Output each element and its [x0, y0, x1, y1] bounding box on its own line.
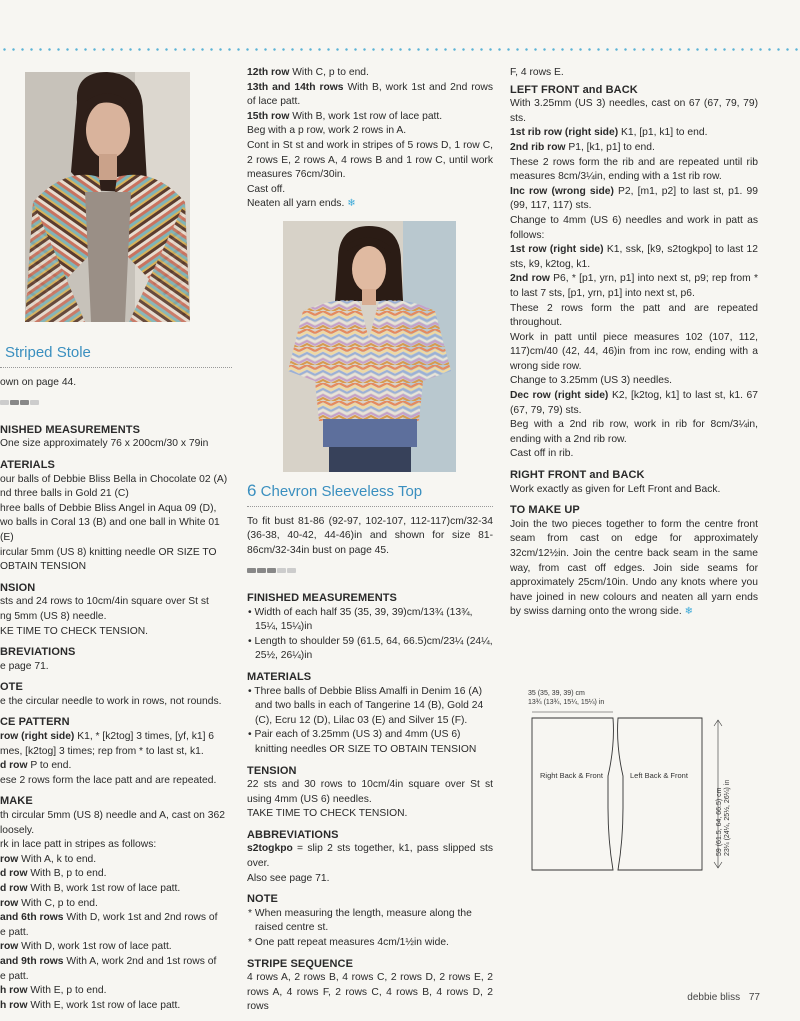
text-run: 13th and 14th rows: [247, 81, 344, 93]
stole-materials-line: OBTAIN TENSION: [0, 561, 87, 573]
chevron-note-heading: NOTE: [247, 893, 278, 906]
text-run: P1, [k1, p1] to end.: [565, 141, 655, 153]
stole-lace-heading: CE PATTERN: [0, 716, 70, 729]
right-front-text: Work exactly as given for Left Front and Back.: [510, 483, 721, 495]
make-up-text: [510, 518, 758, 620]
text-run: 1st row (right side): [510, 244, 604, 256]
text-run: With D, work 1st row of lace patt.: [18, 941, 172, 953]
right-back-front-label: Right Back & Front: [540, 771, 603, 780]
lf-line: [510, 126, 758, 141]
text-run: Three balls of Debbie Bliss Amalfi in Denim 16 (A) and two balls in each of Tangerine 14 (B), Gold 24 (C), Ecru 12 (D), Lilac 03 (E) and Silver 15 (F).: [254, 685, 484, 726]
chevron-note-line: * When measuring the length, measure along the raised centre st.: [248, 907, 472, 934]
text-run: Beg with a p row, work 2 rows in A.: [247, 125, 407, 137]
chevron-tension-text: 22 sts and 30 rows to 10cm/4in square over St st using 4mm (US 6) needles.: [247, 779, 493, 805]
lf-line: [510, 389, 758, 418]
stole-tension-line: KE TIME TO CHECK TENSION.: [0, 625, 149, 637]
lf-line: [510, 156, 758, 185]
stole-materials-line: hree balls of Debbie Bliss Angel in Aqua 09 (D),: [0, 502, 217, 514]
stole-note-text: e the circular needle to work in rows, not rounds.: [0, 695, 222, 707]
mid-line: [247, 124, 493, 139]
stole-tension-line: ng 5mm (US 8) needle.: [0, 610, 107, 622]
lace-line: [0, 730, 232, 745]
chevron-tension-text2: TAKE TIME TO CHECK TENSION.: [247, 808, 408, 820]
text-run: With E, p to end.: [27, 985, 107, 997]
stole-title: Striped Stole: [5, 344, 91, 361]
mid-line: [247, 139, 493, 183]
text-run: and 6th rows: [0, 912, 64, 924]
make-line: [0, 911, 232, 926]
text-run: row: [0, 853, 19, 865]
middle-top-text: [247, 66, 493, 212]
make-line: [0, 882, 232, 897]
text-run: With C, p to end.: [18, 897, 98, 909]
chevron-stripe-text: 4 rows A, 2 rows B, 4 rows C, 2 rows D, 2 rows E, 2 rows A, 4 rows F, 2 rows C, 4 rows B, 4 rows D, 2 rows: [247, 972, 493, 1013]
right-column: [510, 66, 758, 620]
text-run: 15th row: [247, 110, 290, 122]
right-top: F, 4 rows E.: [510, 67, 564, 78]
stole-photo: [25, 72, 190, 322]
text-run: Change to 4mm (US 6) needles and work in patt as follows:: [510, 214, 758, 241]
text-run: Change to 3.25mm (US 3) needles.: [510, 375, 672, 387]
chevron-finished-line: • Width of each half 35 (35, 39, 39)cm/13¾ (13¾, 15¼, 15¼)in: [248, 606, 473, 633]
width-label-cm: 35 (35, 39, 39) cm: [528, 690, 585, 697]
chevron-abbrev-text: [247, 842, 493, 871]
lf-line: [510, 302, 758, 331]
text-run: Cast off.: [247, 183, 286, 195]
text-run: K1, [p1, k1] to end.: [618, 127, 708, 139]
lf-line: [510, 141, 758, 156]
make-line: [0, 838, 232, 853]
text-run: d row: [0, 760, 28, 772]
text-run: Beg with a 2nd rib row, work in rib for 8cm/3¼in, ending with a 2nd rib row.: [510, 419, 758, 445]
text-run: e patt.: [0, 926, 29, 938]
text-run: Dec row (right side): [510, 390, 609, 402]
text-run: h row: [0, 985, 28, 997]
left-front-heading: LEFT FRONT and BACK: [510, 83, 638, 96]
stole-finished-text: One size approximately 76 x 200cm/30 x 79in: [0, 438, 209, 450]
stole-materials-line: wo balls in Coral 13 (B) and one ball in White 01 (E): [0, 517, 220, 543]
make-line: [0, 809, 232, 824]
text-run: and 9th rows: [0, 955, 64, 967]
top-dotted-border: [0, 48, 800, 51]
text-run: K1, * [k2tog] 3 times, [yf, k1] 6: [74, 731, 215, 743]
text-run: These 2 rows form the patt and are repeated throughout.: [510, 302, 758, 329]
height-label-group: [716, 718, 732, 868]
text-run: P2, [m1, p2] to last st, p1. 99 (99, 117, 117) sts.: [510, 185, 758, 212]
lf-line: [510, 214, 758, 243]
lace-line: [0, 774, 232, 789]
pattern-number: 6: [247, 481, 257, 500]
text-run: Pair each of 3.25mm (US 3) and 4mm (US 6) knitting needles OR SIZE TO OBTAIN TENSION: [254, 729, 477, 755]
chevron-title: Chevron Sleeveless Top: [260, 483, 423, 500]
text-run: row: [0, 941, 19, 953]
stole-make-heading: MAKE: [0, 795, 33, 808]
stole-materials-heading: ATERIALS: [0, 458, 55, 471]
text-run: 1st rib row (right side): [510, 127, 619, 139]
mid-line: [247, 110, 493, 125]
mid-line: [247, 183, 493, 198]
text-run: P6, * [p1, yrn, p1] into next st, p9; rep from * to last 7 sts, [p1, yrn, p1] into next st, p6.: [510, 273, 758, 299]
stole-finished-heading: NISHED MEASUREMENTS: [0, 423, 141, 436]
right-front-heading: RIGHT FRONT and BACK: [510, 469, 645, 482]
height-label-in: 23¼ (24¼, 25½, 26¼) in: [724, 779, 731, 856]
text-run: Join the two pieces together to form the centre front seam from cast on edge for approximately 32cm/12½in. Join the centre back seam in the same way, from cast off edges. Join side seams for approximately 25cm/10in. Undo any knots where you have joined in new colours and neaten all yarn ends by swiss darning onto the wrong side.: [510, 518, 758, 618]
schematic-diagram: [520, 688, 760, 878]
text-run: When measuring the length, measure along the raised centre st.: [254, 907, 472, 934]
lf-line: [510, 97, 758, 126]
text-run: Width of each half 35 (35, 39, 39)cm/13¾ (13¾, 15¼, 15¼)in: [254, 606, 473, 633]
lf-line: [510, 447, 758, 462]
height-label-cm: 59 (61.5, 64, 66.5) cm: [716, 787, 723, 856]
text-run: With B, work 1st and 2nd rows of lace patt.: [247, 81, 493, 108]
text-run: With D, work 1st and 2nd rows of: [63, 912, 218, 924]
chevron-materials-heading: MATERIALS: [247, 670, 312, 683]
chevron-column: [247, 481, 493, 1015]
text-run: Work in patt until piece measures 102 (107, 112, 117)cm/40 (42, 44, 46)in from inc row, ending with a wrong side row.: [510, 331, 758, 372]
text-run: With C, p to end.: [289, 67, 369, 78]
text-run: K2, [k2tog, k1] to last st, k1. 67 (67, 79, 79) sts.: [510, 390, 758, 416]
text-run: K1, ssk, [k9, s2togkpo] to last 12 sts, k9, k2tog, k1.: [510, 244, 758, 270]
make-line: [0, 867, 232, 882]
chevron-abbrev-heading: ABBREVIATIONS: [247, 828, 339, 841]
text-run: 12th row: [247, 67, 290, 78]
left-column: [0, 338, 232, 1013]
chevron-stripe-heading: STRIPE SEQUENCE: [247, 957, 354, 970]
text-run: th circular 5mm (US 8) needle and A, cast on 362: [0, 810, 225, 822]
text-run: e patt.: [0, 970, 29, 982]
lf-line: [510, 185, 758, 214]
make-line: [0, 984, 232, 999]
text-run: row: [0, 897, 19, 909]
text-run: 2nd rib row: [510, 141, 566, 153]
text-run: mes, [k2tog] 3 times; rep from * to last st, k1.: [0, 745, 204, 757]
make-line: [0, 955, 232, 970]
lf-line: [510, 418, 758, 447]
lf-line: [510, 243, 758, 272]
text-run: d row: [0, 868, 28, 880]
snowflake-icon: ❄: [347, 198, 356, 210]
text-run: With B, work 1st row of lace patt.: [289, 110, 443, 122]
lace-line: [0, 759, 232, 774]
make-line: [0, 970, 232, 985]
title-divider: [247, 506, 493, 507]
text-run: Neaten all yarn ends.: [247, 198, 345, 210]
chevron-abbrev-text2: Also see page 71.: [247, 872, 330, 884]
text-run: Inc row (wrong side): [510, 185, 614, 197]
mid-line: [247, 197, 493, 212]
make-up-heading: TO MAKE UP: [510, 504, 580, 517]
chevron-finished-line: • Length to shoulder 59 (61.5, 64, 66.5)cm/23¼ (24¼, 25½, 26¼)in: [248, 635, 493, 662]
text-run: row (right side): [0, 731, 75, 743]
chevron-materials-line: • Pair each of 3.25mm (US 3) and 4mm (US 6) knitting needles OR SIZE TO OBTAIN TENSION: [248, 729, 477, 755]
text-run: P to end.: [27, 760, 72, 772]
make-line: [0, 824, 232, 839]
left-back-front-label: Left Back & Front: [630, 771, 688, 780]
text-run: With 3.25mm (US 3) needles, cast on 67 (67, 79, 79) sts.: [510, 98, 758, 124]
mid-line: [247, 66, 493, 81]
stole-materials-line: nd three balls in Gold 21 (C): [0, 488, 129, 500]
title-divider: [0, 367, 232, 368]
text-run: 2nd row: [510, 273, 550, 285]
text-run: = slip 2 sts together, k1, pass slipped sts over.: [247, 843, 493, 870]
text-run: loosely.: [0, 824, 35, 836]
make-line: [0, 926, 232, 941]
make-line: [0, 853, 232, 868]
text-run: With A, k to end.: [18, 853, 97, 865]
chevron-finished-heading: FINISHED MEASUREMENTS: [247, 591, 397, 604]
chevron-title-row: [247, 481, 493, 500]
text-run: Cont in St st and work in stripes of 5 rows D, 1 row C, 2 rows E, 2 rows A, 4 rows B and 1 row C, until work measures 76cm/30in.: [247, 139, 493, 181]
chevron-top-photo: [283, 221, 456, 472]
lf-line: [510, 374, 758, 389]
chevron-fit: To fit bust 81-86 (92-97, 102-107, 112-117)cm/32-34 (36-38, 40-42, 44-46)in and shown for size 81-86cm/32-34in bust on page 45.: [247, 515, 493, 556]
make-line: [0, 897, 232, 912]
text-run: rk in lace patt in stripes as follows:: [0, 839, 157, 851]
footer-brand: debbie bliss: [687, 992, 741, 1003]
text-run: s2togkpo: [247, 843, 293, 855]
text-run: With B, work 1st row of lace patt.: [27, 883, 181, 894]
difficulty-rating: [247, 564, 297, 579]
snowflake-icon: ❄: [684, 606, 693, 618]
make-line: [0, 940, 232, 955]
stole-materials-line: ircular 5mm (US 8) knitting needle OR SIZE TO: [0, 546, 217, 558]
text-run: ese 2 rows form the lace patt and are repeated.: [0, 774, 217, 786]
stole-shown: own on page 44.: [0, 376, 77, 388]
chevron-tension-heading: TENSION: [247, 764, 297, 777]
stole-abbrev-heading: BREVIATIONS: [0, 646, 76, 659]
stole-materials-line: our balls of Debbie Bliss Bella in Chocolate 02 (A): [0, 473, 228, 485]
text-run: One patt repeat measures 4cm/1½in wide.: [254, 937, 449, 949]
text-run: h row: [0, 999, 28, 1011]
chevron-note-line: * One patt repeat measures 4cm/1½in wide.: [248, 937, 449, 949]
stole-tension-line: sts and 24 rows to 10cm/4in square over St st: [0, 596, 209, 608]
stole-note-heading: OTE: [0, 681, 23, 694]
mid-line: [247, 81, 493, 110]
text-run: With E, work 1st row of lace patt.: [27, 999, 181, 1011]
page-footer: [681, 992, 760, 1003]
difficulty-rating: [0, 396, 40, 411]
text-run: Cast off in rib.: [510, 448, 574, 460]
page-number: 77: [748, 992, 760, 1003]
chevron-materials-line: • Three balls of Debbie Bliss Amalfi in Denim 16 (A) and two balls in each of Tangerine 14 (B), Gold 24 (C), Ecru 12 (D), Lilac 03 (E) and Silver 15 (F).: [248, 685, 484, 726]
width-label-in: 13¾ (13¾, 15¼, 15¼) in: [528, 699, 605, 706]
text-run: With A, work 2nd and 1st rows of: [63, 955, 217, 967]
text-run: d row: [0, 883, 28, 894]
make-line: [0, 999, 232, 1014]
lf-line: [510, 331, 758, 375]
stole-abbrev-text: e page 71.: [0, 660, 49, 672]
text-run: Length to shoulder 59 (61.5, 64, 66.5)cm/23¼ (24¼, 25½, 26¼)in: [254, 635, 493, 662]
text-run: These 2 rows form the rib and are repeated until rib measures 8cm/3¼in, ending with a 1st rib row.: [510, 156, 758, 183]
lace-line: [0, 745, 232, 760]
lf-line: [510, 272, 758, 301]
text-run: With B, p to end.: [27, 868, 107, 880]
stole-tension-heading: NSION: [0, 581, 36, 594]
